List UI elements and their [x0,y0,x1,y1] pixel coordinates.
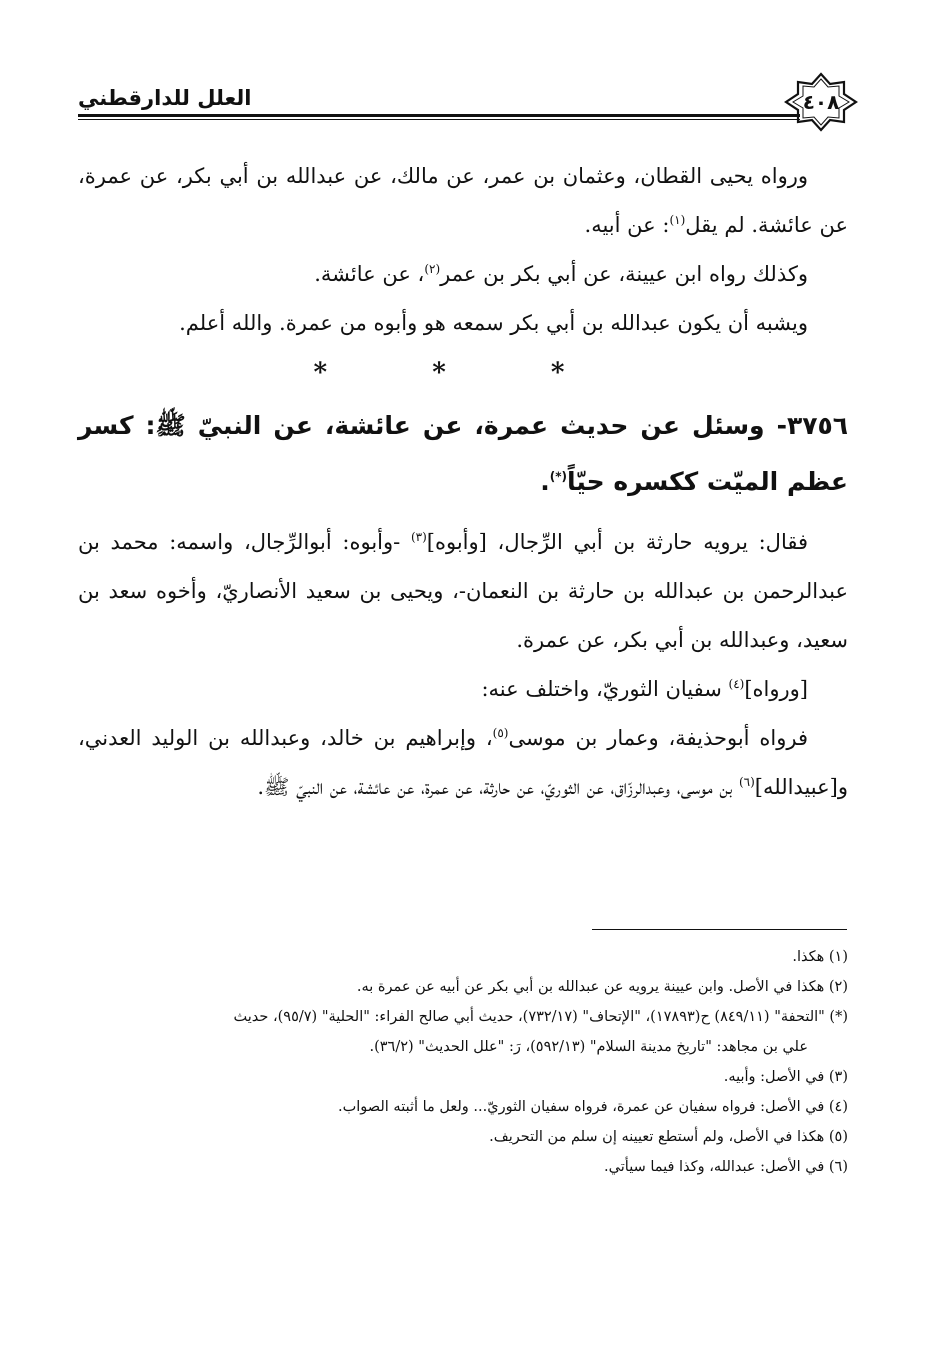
paragraph-6-text-c: بن موسى، وعبدالرزّاق، عن الثوريّ، عن حارثة، عن عمرة، عن عائشة، عن النبيّ ﷺ. [257,775,739,799]
footnote-ref-star: (*) [549,469,568,484]
footnote-2: (٢) هكذا في الأصل. وابن عيينة يرويه عن عبدالله بن أبي بكر عن أبيه عن عمرة به. [356,979,848,995]
paragraph-6 [78,714,848,812]
page-header [78,72,858,132]
paragraph-1-text: ورواه يحيى القطان، وعثمان بن عمر، عن مالك، عن عبدالله بن أبي بكر، عن عمرة، عن عائشة. لم يقل [78,164,848,237]
footnote-ref-5: (٥) [492,726,509,740]
footnote-ref-1: (١) [669,213,686,227]
running-title: العلل للدارقطني [78,86,252,110]
footnote-ref-3: (٣) [410,530,427,544]
paragraph-2 [78,250,848,299]
paragraph-4 [78,518,848,665]
header-rule [78,114,800,120]
footnote-ref-4: (٤) [728,677,745,691]
paragraph-1 [78,152,848,250]
footnote-3: (٣) في الأصل: وأبيه. [723,1069,848,1085]
footnote-6: (٦) في الأصل: عبدالله، وكذا فيما سيأتي. [604,1159,848,1175]
paragraph-4-text-a: فقال: يرويه حارثة بن أبي الرِّجال، [وأبوه] [426,530,809,554]
footnote-separator [592,929,847,930]
paragraph-2-end: ، عن عائشة. [314,262,425,286]
footnote-1: (١) هكذا. [792,949,848,965]
paragraph-5-text-b: سفيان الثوريّ، واختلف عنه: [481,677,729,701]
page-number: ٤٠٨ [802,90,840,114]
footnote-star: (*) "التحفة" (٨٤٩/١١) ح(١٧٨٩٣)، "الإتحاف" (٧٣٢/١٧)، حديث أبي صالح الفراء: "الحلية" (٩٥/٧)، حديث [233,1009,848,1025]
footnote-star-continued: علي بن مجاهد: "تاريخ مدينة السلام" (٥٩٢/١٣)، رَ: "علل الحديث" (٣٦/٢). [369,1039,808,1055]
entry-heading-end: . [540,467,550,496]
footnote-ref-6: (٦) [738,775,755,789]
entry-heading-text: ٣٧٥٦- وسئل عن حديث عمرة، عن عائشة، عن النبيّ ﷺ: كسر عظم الميّت ككسره حيّاً [78,411,848,496]
paragraph-3: ويشبه أن يكون عبدالله بن أبي بكر سمعه هو وأبوه من عمرة. والله أعلم. [179,311,808,335]
paragraph-2-text: وكذلك رواه ابن عيينة، عن أبي بكر بن عمر [440,262,808,286]
paragraph-5 [78,665,848,714]
paragraph-1-end: : عن أبيه. [584,213,670,237]
main-text [78,152,848,812]
footnote-ref-2: (٢) [424,262,441,276]
paragraph-4-text-b: -وأبوه: أبوالرِّجال، واسمه: محمد بن عبدالرحمن بن عبدالله بن حارثة بن النعمان-، ويحيى بن سعيد الأنصاريّ، وأخوه سعد بن سعيد، وعبدالله بن أبي بكر، عن عمرة. [78,530,848,652]
page-number-badge [784,72,858,132]
paragraph-6-text-a: فرواه أبوحذيفة، وعمار بن موسى [508,726,808,750]
paragraph-5-text-a: [ورواه] [744,677,808,701]
footnote-4: (٤) في الأصل: فرواه سفيان عن عمرة، فرواه سفيان الثوريّ... ولعل ما أثبته الصواب. [338,1099,848,1115]
footnotes [72,942,848,1182]
section-separator: * * * [313,358,613,388]
paragraph-6-text-b: ، وإبراهيم بن خالد، وعبدالله بن الوليد العدني، و[عبيدالله] [78,726,848,799]
footnote-5: (٥) هكذا في الأصل، ولم أستطع تعيينه إن سلم من التحريف. [489,1129,848,1145]
entry-heading [78,398,848,510]
